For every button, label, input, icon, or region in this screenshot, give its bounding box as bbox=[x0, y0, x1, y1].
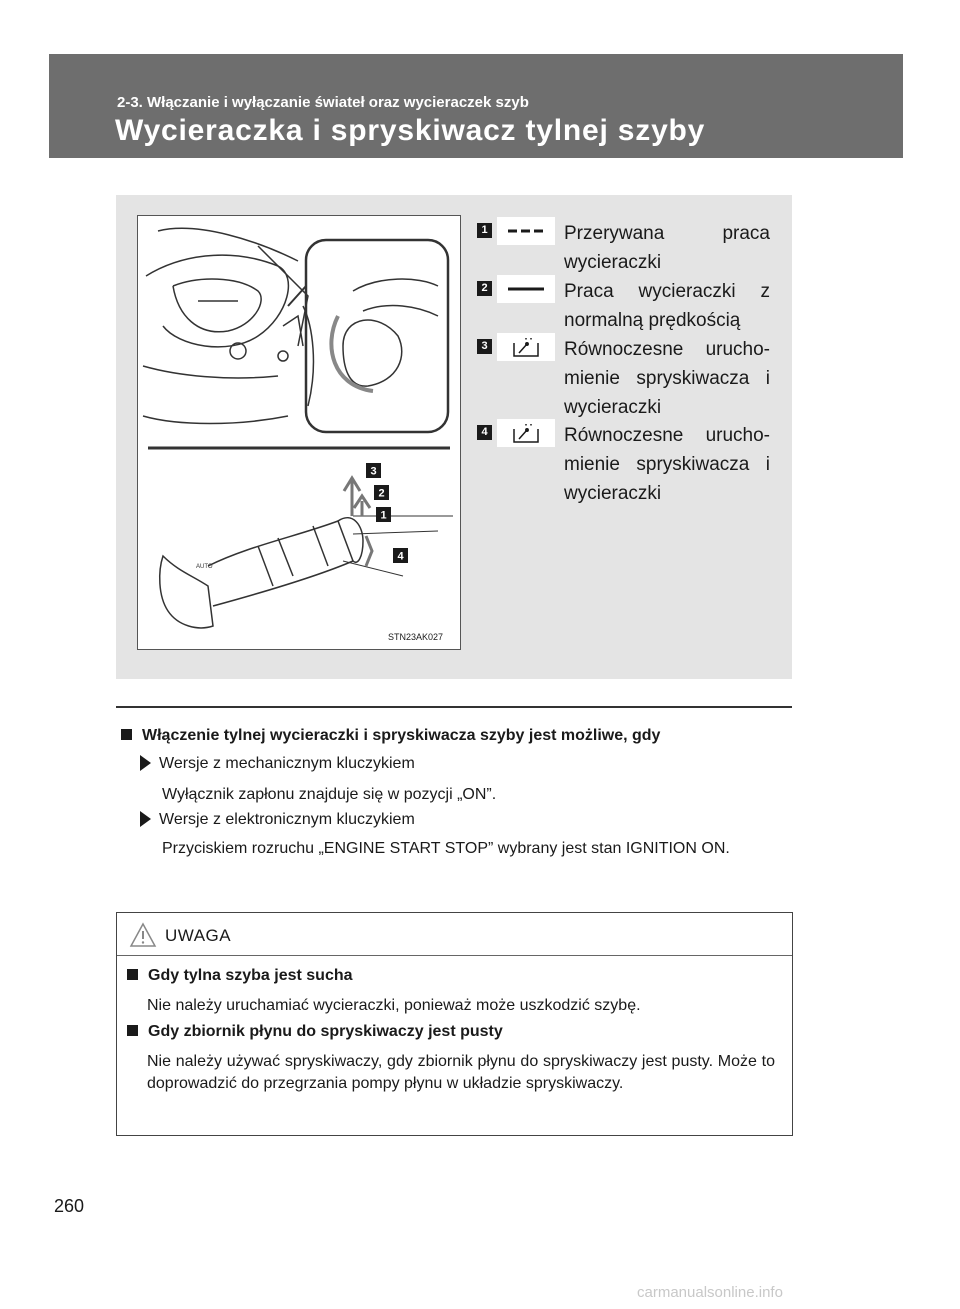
condition-desc-1: Wyłącznik zapłonu znajduje się w pozycji „ON”. bbox=[162, 786, 497, 803]
warning-box bbox=[116, 912, 793, 1136]
warning-icon bbox=[129, 921, 157, 951]
warning-heading-1: Gdy tylna szyba jest sucha bbox=[127, 967, 353, 985]
condition-item-1: Wersje z mechanicznym kluczykiem bbox=[140, 755, 415, 773]
page-title: Wycieraczka i spryskiwacz tylnej szyby bbox=[115, 114, 706, 147]
watermark: carmanualsonline.info bbox=[637, 1284, 783, 1301]
triangle-bullet-icon bbox=[140, 755, 151, 771]
legend-number: 2 bbox=[477, 281, 492, 296]
legend-text: Równoczesne urucho-mienie spryskiwacza i wycieraczki bbox=[564, 339, 770, 418]
conditions-heading: Włączenie tylnej wycieraczki i spryskiwacza szyby jest możliwe, gdy bbox=[121, 727, 660, 745]
section-divider bbox=[116, 706, 792, 708]
page-number: 260 bbox=[54, 1196, 85, 1216]
figure-callout-3: 3 bbox=[370, 465, 377, 478]
legend-text: Przerywana praca wycieraczki bbox=[564, 223, 770, 273]
square-bullet-icon bbox=[127, 969, 138, 980]
square-bullet-icon bbox=[127, 1025, 138, 1036]
stalk-auto-label: AUTO bbox=[196, 564, 213, 570]
legend-text: Równoczesne urucho-mienie spryskiwacza i wycieraczki bbox=[564, 425, 770, 504]
page-header bbox=[49, 54, 903, 158]
figure-callout-2: 2 bbox=[378, 487, 385, 500]
wiper-stalk-illustration bbox=[137, 215, 461, 650]
section-title: 2-3. Włączanie i wyłączanie świateł oraz wycieraczek szyb bbox=[117, 94, 529, 111]
warning-text-1: Nie należy uruchamiać wycieraczki, ponieważ może uszkodzić szybę. bbox=[147, 997, 641, 1014]
figure-callout-1: 1 bbox=[380, 509, 387, 522]
figure-code: STN23AK027 bbox=[388, 632, 444, 642]
condition-item-2: Wersje z elektronicznym kluczykiem bbox=[140, 811, 415, 829]
warning-heading-2: Gdy zbiornik płynu do spryskiwaczy jest pusty bbox=[127, 1023, 503, 1041]
dashed-line-icon bbox=[497, 217, 555, 245]
rear-washer-icon bbox=[497, 333, 555, 361]
figure-callout-4: 4 bbox=[397, 550, 404, 563]
triangle-bullet-icon bbox=[140, 811, 151, 827]
solid-line-icon bbox=[497, 275, 555, 303]
square-bullet-icon bbox=[121, 729, 132, 740]
warning-text-2: Nie należy używać spryskiwaczy, gdy zbiornik płynu do spryskiwaczy jest pusty. Może to doprowadzić do przegrzania pompy płynu w układzie spryskiwaczy. bbox=[147, 1053, 775, 1092]
legend-text: Praca wycieraczki z normalną prędkością bbox=[564, 281, 770, 331]
legend-number: 1 bbox=[477, 223, 492, 238]
legend-number: 3 bbox=[477, 339, 492, 354]
warning-separator bbox=[117, 955, 792, 956]
warning-label: UWAGA bbox=[165, 926, 232, 945]
condition-desc-2: Przyciskiem rozruchu „ENGINE START STOP” wybrany jest stan IGNITION ON. bbox=[162, 840, 730, 857]
stalk-drawing bbox=[138, 216, 460, 649]
rear-washer-icon bbox=[497, 419, 555, 447]
figure-panel bbox=[116, 195, 792, 679]
legend-number: 4 bbox=[477, 425, 492, 440]
